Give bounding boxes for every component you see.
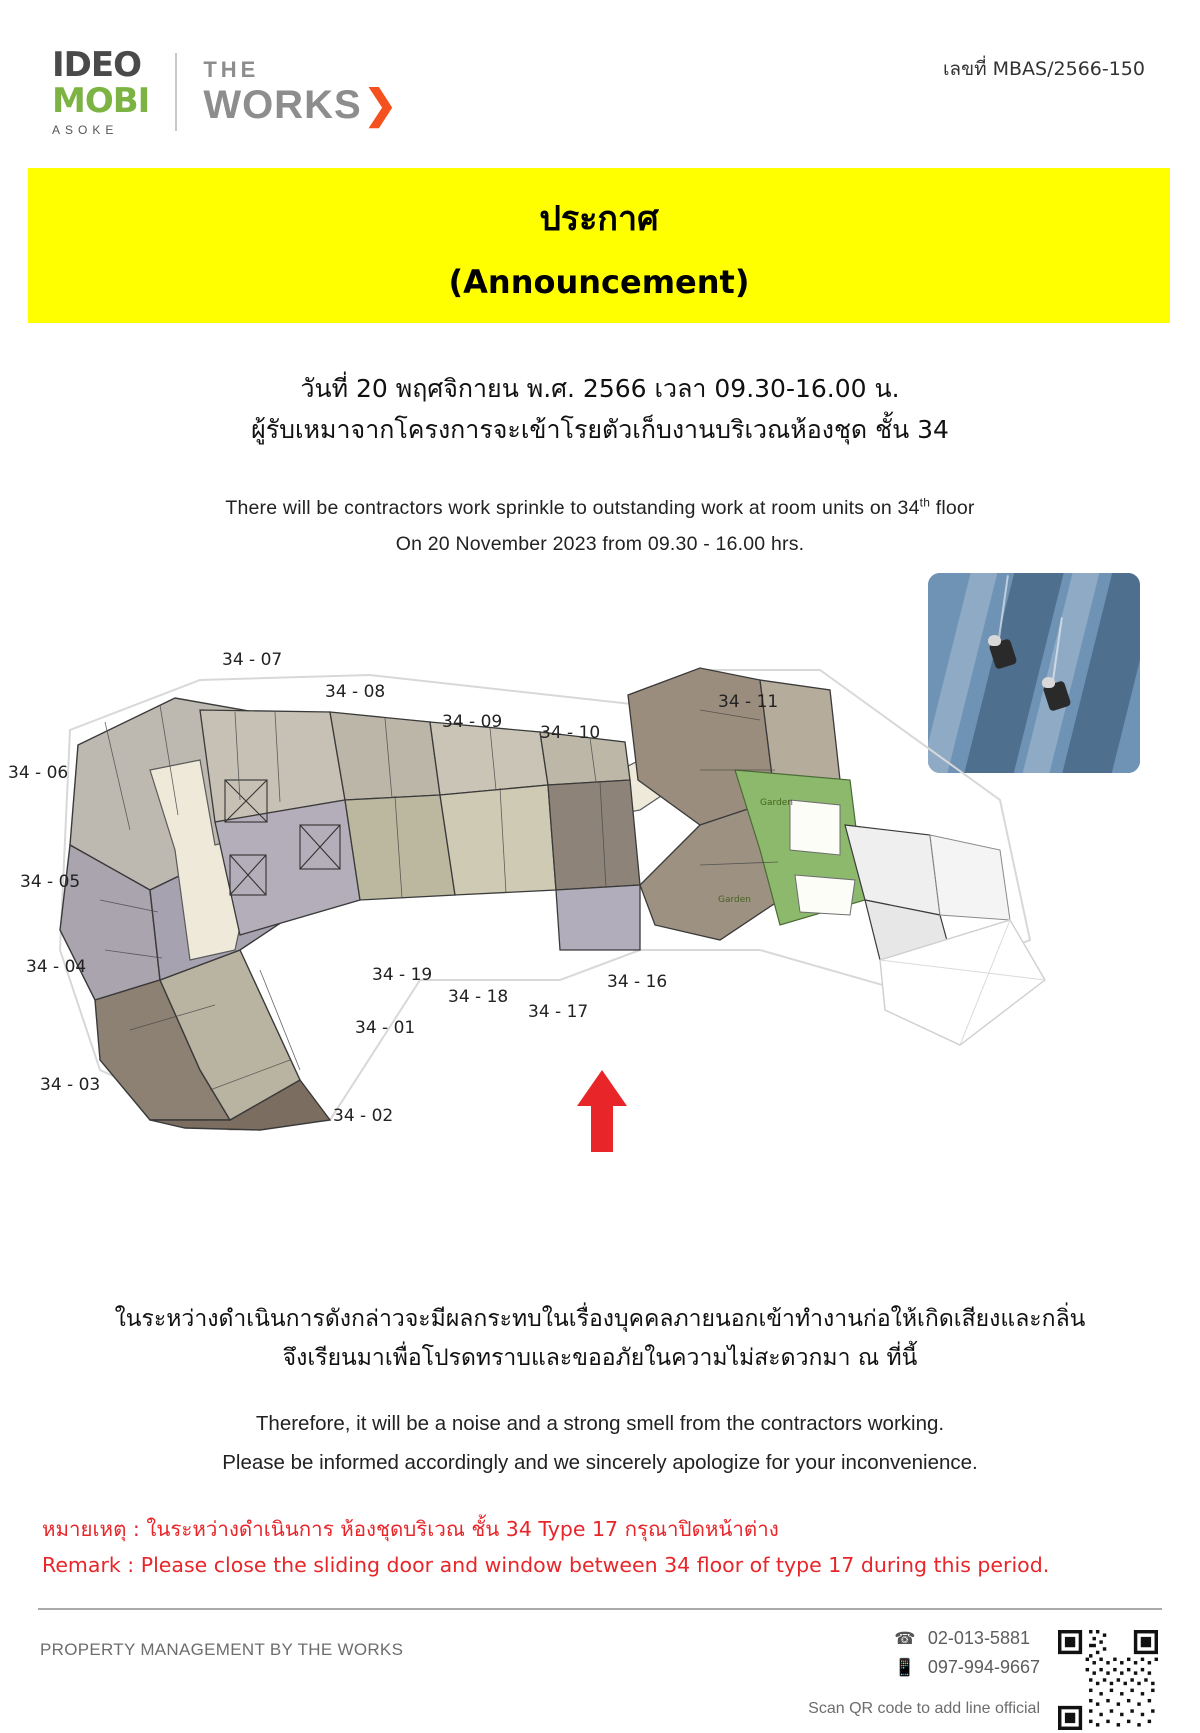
worker-helmet-icon [988,635,1001,646]
unit-label-34-16: 34 - 16 [607,972,668,992]
brand-logo [52,45,399,137]
garden-label: Garden [718,895,751,905]
remark-thai: หมายเหตุ : ในระหว่างดำเนินการ ห้องชุดบริเวณ ชั้น 34 Type 17 กรุณาปิดหน้าต่าง [42,1517,779,1541]
impact-notice-thai [0,1300,1200,1378]
unit-label-34-04: 34 - 04 [26,957,87,977]
notice-body-english [0,490,1200,562]
logo-divider [175,53,177,131]
property-management-credit: PROPERTY MANAGEMENT BY THE WORKS [40,1640,404,1659]
the-works-logo [203,59,398,125]
contact-mobile-row [892,1657,1040,1678]
footer-divider [38,1608,1162,1610]
impact-thai-line-1: ในระหว่างดำเนินการดังกล่าวจะมีผลกระทบในเรื่องบุคคลภายนอกเข้าทำงานก่อให้เกิดเสียงและกลิ่น [114,1306,1086,1332]
impact-notice-english [0,1405,1200,1483]
unit-label-34-08: 34 - 08 [325,682,386,702]
building-core [200,710,640,950]
notice-english-line-1-a: There will be contractors work sprinkle to outstanding work at room units on 34 [225,497,920,519]
qr-code-icon [1058,1630,1158,1730]
document-number: เลขที่ MBAS/2566-150 [942,58,1145,80]
notice-thai-line-2: ผู้รับเหมาจากโครงการจะเข้าโรยตัวเก็บงานบริเวณห้องชุด ชั้น 34 [251,415,949,445]
remark-english: Remark : Please close the sliding door and window between 34 floor of type 17 during this period. [42,1552,1050,1577]
red-up-arrow-icon [575,1068,629,1154]
notice-thai-line-1: วันที่ 20 พฤศจิกายน พ.ศ. 2566 เวลา 09.30-16.00 น. [300,374,900,403]
unit-label-34-06: 34 - 06 [8,763,69,783]
logo-works-text: WORKS [203,83,362,127]
notice-english-line-1 [0,490,1200,526]
phone-icon: ☎ [894,1628,916,1648]
unit-label-34-19: 34 - 19 [372,965,433,985]
announcement-title-english: (Announcement) [448,262,750,301]
floor-plan-34 [0,650,1200,1170]
announcement-title-thai: ประกาศ [539,198,659,239]
garden-label: Garden [760,798,793,808]
notice-body-thai [0,368,1200,451]
contact-info [892,1628,1040,1686]
document-header [0,40,1200,150]
remark-block [42,1512,1158,1584]
unit-label-34-02: 34 - 02 [333,1106,394,1126]
announcement-banner [28,168,1170,323]
qr-scan-instruction: Scan QR code to add line official [808,1700,1040,1717]
unit-label-34-07: 34 - 07 [222,650,283,670]
unit-label-34-09: 34 - 09 [442,712,503,732]
unit-label-34-01: 34 - 01 [355,1018,416,1038]
impact-english-line-2: Please be informed accordingly and we sincerely apologize for your inconvenience. [222,1450,978,1474]
contact-mobile-number: 097-994-9667 [927,1657,1040,1677]
contact-phone-number: 02-013-5881 [927,1628,1030,1648]
logo-asoke-text: ASOKE [52,123,119,137]
notice-english-line-2: On 20 November 2023 from 09.30 - 16.00 hrs. [395,533,805,556]
ideo-mobi-asoke-logo [52,45,150,137]
unit-label-34-03: 34 - 03 [40,1075,101,1095]
unit-label-34-11: 34 - 11 [718,692,779,712]
chevron-right-icon: ❯ [363,83,399,127]
contact-phone-row [892,1628,1040,1649]
unit-label-34-10: 34 - 10 [540,723,601,743]
impact-thai-line-2: จึงเรียนมาเพื่อโปรดทราบและขออภัยในความไม่สะดวกมา ณ ที่นี้ [282,1345,918,1372]
mobile-icon: 📱 [894,1657,916,1677]
unit-label-34-18: 34 - 18 [448,987,509,1007]
unit-label-34-17: 34 - 17 [528,1002,589,1022]
logo-ideo-text: IDEO [52,45,142,85]
logo-mobi-text: MOBI [52,81,150,121]
ordinal-suffix: th [919,495,931,510]
unit-label-34-05: 34 - 05 [20,872,81,892]
notice-english-line-1-b: floor [930,497,975,519]
logo-the-text: THE [203,57,260,82]
impact-english-line-1: Therefore, it will be a noise and a strong smell from the contractors working. [255,1412,945,1435]
